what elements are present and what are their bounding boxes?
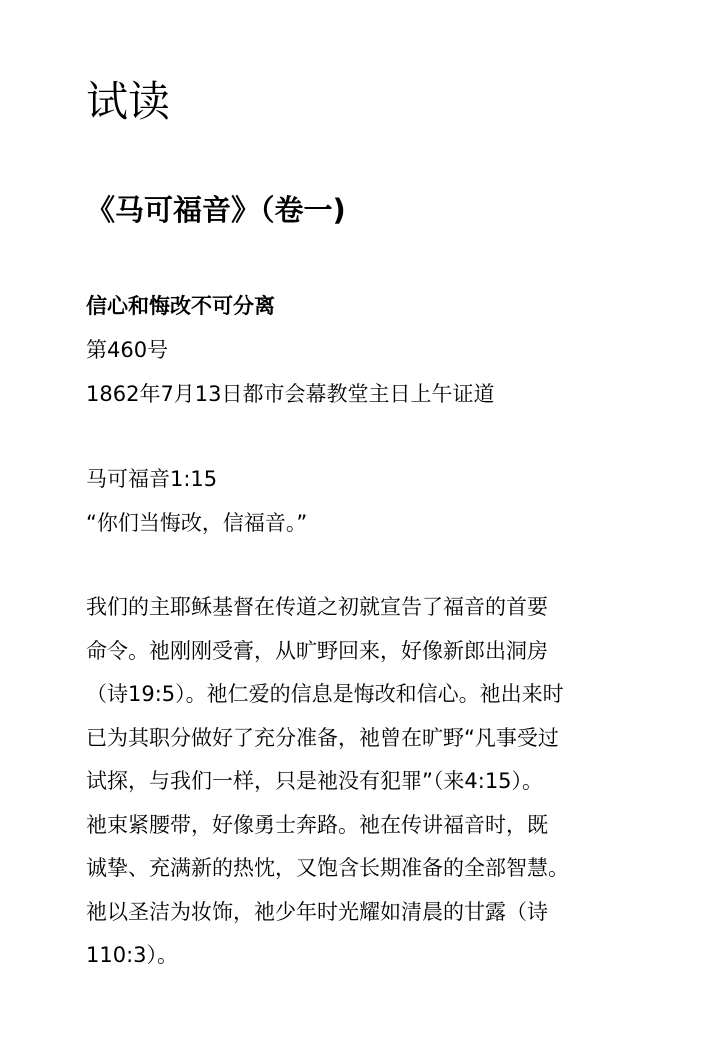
scripture-block	[86, 457, 307, 545]
section-title: 试读	[86, 77, 171, 126]
scripture-quote: “你们当悔改，信福音。”	[86, 511, 308, 535]
body-line: 祂以圣洁为妆饰，祂少年时光耀如清晨的甘露（诗	[86, 899, 548, 924]
body-line: 已为其职分做好了充分准备，祂曾在旷野“凡事受过	[86, 725, 559, 750]
sermon-date-place: 1862年7月13日都市会幕教堂主日上午证道	[86, 382, 495, 406]
body-line: （诗19:5）。祂仁爱的信息是悔改和信心。祂出来时	[86, 682, 564, 706]
sermon-number: 第460号	[86, 338, 169, 362]
body-line: 110:3）。	[86, 943, 179, 967]
body-line: 诚挚、充满新的热忱，又饱含长期准备的全部智慧。	[86, 856, 569, 880]
body-line: 祂束紧腰带，好像勇士奔路。祂在传讲福音时，既	[86, 812, 548, 837]
sermon-title: 信心和悔改不可分离	[86, 294, 275, 318]
body-line: 我们的主耶稣基督在传道之初就宣告了福音的首要	[86, 595, 548, 619]
scripture-reference: 马可福音1:15	[86, 467, 218, 491]
body-line: 试探，与我们一样，只是祂没有犯罪”（来4:15）。	[86, 769, 544, 793]
body-paragraph	[86, 586, 569, 978]
body-line: 命令。祂刚刚受膏，从旷野回来，好像新郎出洞房	[86, 638, 548, 663]
book-title: 《马可福音》（卷一)	[86, 193, 346, 227]
sermon-meta	[86, 284, 495, 416]
